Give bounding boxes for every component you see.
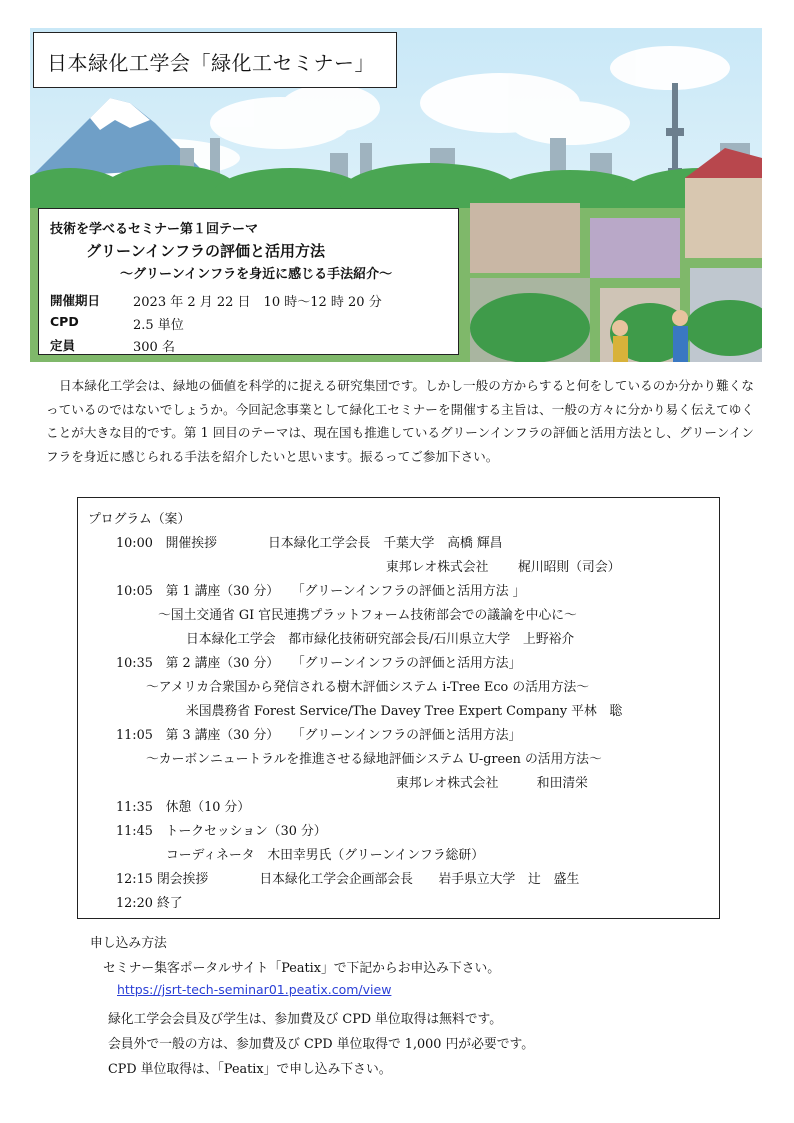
program-heading: プログラム（案） — [88, 512, 191, 527]
program-box — [77, 497, 720, 919]
apply-heading: 申し込み方法 — [90, 936, 167, 951]
program-line: 12:20 終了 — [116, 896, 183, 911]
series-label: 技術を学べるセミナー第１回テーマ — [50, 222, 259, 237]
seminar-info-box — [38, 208, 459, 355]
seminar-subtitle: ～グリーンインフラを身近に感じる手法紹介～ — [120, 267, 393, 282]
program-line: 米国農務省 Forest Service/The Davey Tree Expert Company 平林 聡 — [186, 704, 623, 719]
cpd-label: CPD — [50, 314, 79, 329]
program-line: 10:35 第 2 講座（30 分） 「グリーンインフラの評価と活用方法」 — [116, 656, 522, 671]
date-label: 開催期日 — [50, 293, 101, 308]
program-line: 10:05 第 1 講座（30 分） 「グリーンインフラの評価と活用方法 」 — [116, 584, 526, 599]
capacity-value: 300 名 — [133, 340, 175, 355]
date-value: 2023 年 2 月 22 日 10 時～12 時 20 分 — [133, 295, 382, 310]
program-line: 11:35 休憩（10 分） — [116, 800, 251, 815]
program-line: 12:15 閉会挨拶 日本緑化工学会企画部会長 岩手県立大学 辻 盛生 — [116, 872, 580, 887]
program-line: 日本緑化工学会 都市緑化技術研究部会長/石川県立大学 上野裕介 — [186, 632, 575, 647]
banner — [33, 32, 397, 88]
seminar-title: グリーンインフラの評価と活用方法 — [86, 242, 325, 260]
banner-title: 日本緑化工学会「緑化工セミナー」 — [47, 51, 375, 75]
intro-paragraph: 日本緑化工学会は、緑地の価値を科学的に捉える研究集団です。しかし一般の方からすると何をしているのか分かり難くなっているのではないでしょうか。今回記念事業として緑化工セミナーを開催する主旨は、一般の方々に分かり易く伝えてゆくことが大きな目的です。第 1 回目のテーマは、現在国も推進しているグリーンインフラの評価と活用方法とし、グリーンインフラを身近に感じられる手法を紹介したいと思います。振るってご参加下さい。 — [46, 378, 754, 464]
capacity-label: 定員 — [50, 338, 76, 353]
program-line: 10:00 開催挨拶 日本緑化工学会長 千葉大学 高橋 輝昌 — [116, 536, 503, 551]
apply-lead: セミナー集客ポータルサイト「Peatix」で下記からお申込み下さい。 — [103, 961, 501, 976]
apply-link[interactable]: https://jsrt-tech-seminar01.peatix.com/view — [117, 982, 392, 997]
cpd-value: 2.5 単位 — [133, 318, 184, 333]
apply-note: 緑化工学会会員及び学生は、参加費及び CPD 単位取得は無料です。 — [108, 1012, 503, 1027]
apply-note: CPD 単位取得は、「Peatix」で申し込み下さい。 — [108, 1062, 392, 1077]
program-line: ～カーボンニュートラルを推進させる緑地評価システム U-green の活用方法～ — [146, 752, 602, 767]
program-line: ～アメリカ合衆国から発信される樹木評価システム i-Tree Eco の活用方法～ — [146, 680, 590, 695]
program-line: 東邦レオ株式会社 梶川昭則（司会） — [386, 560, 621, 575]
program-line: 11:45 トークセッション（30 分） — [116, 824, 327, 839]
program-line: ～国土交通省 GI 官民連携プラットフォーム技術部会での議論を中心に～ — [158, 608, 577, 623]
program-line: 11:05 第 3 講座（30 分） 「グリーンインフラの評価と活用方法」 — [116, 728, 522, 743]
program-line: コーディネータ 木田幸男氏（グリーンインフラ総研） — [166, 848, 485, 863]
program-line: 東邦レオ株式会社 和田清栄 — [396, 776, 588, 791]
apply-note: 会員外で一般の方は、参加費及び CPD 単位取得で 1,000 円が必要です。 — [108, 1037, 535, 1052]
